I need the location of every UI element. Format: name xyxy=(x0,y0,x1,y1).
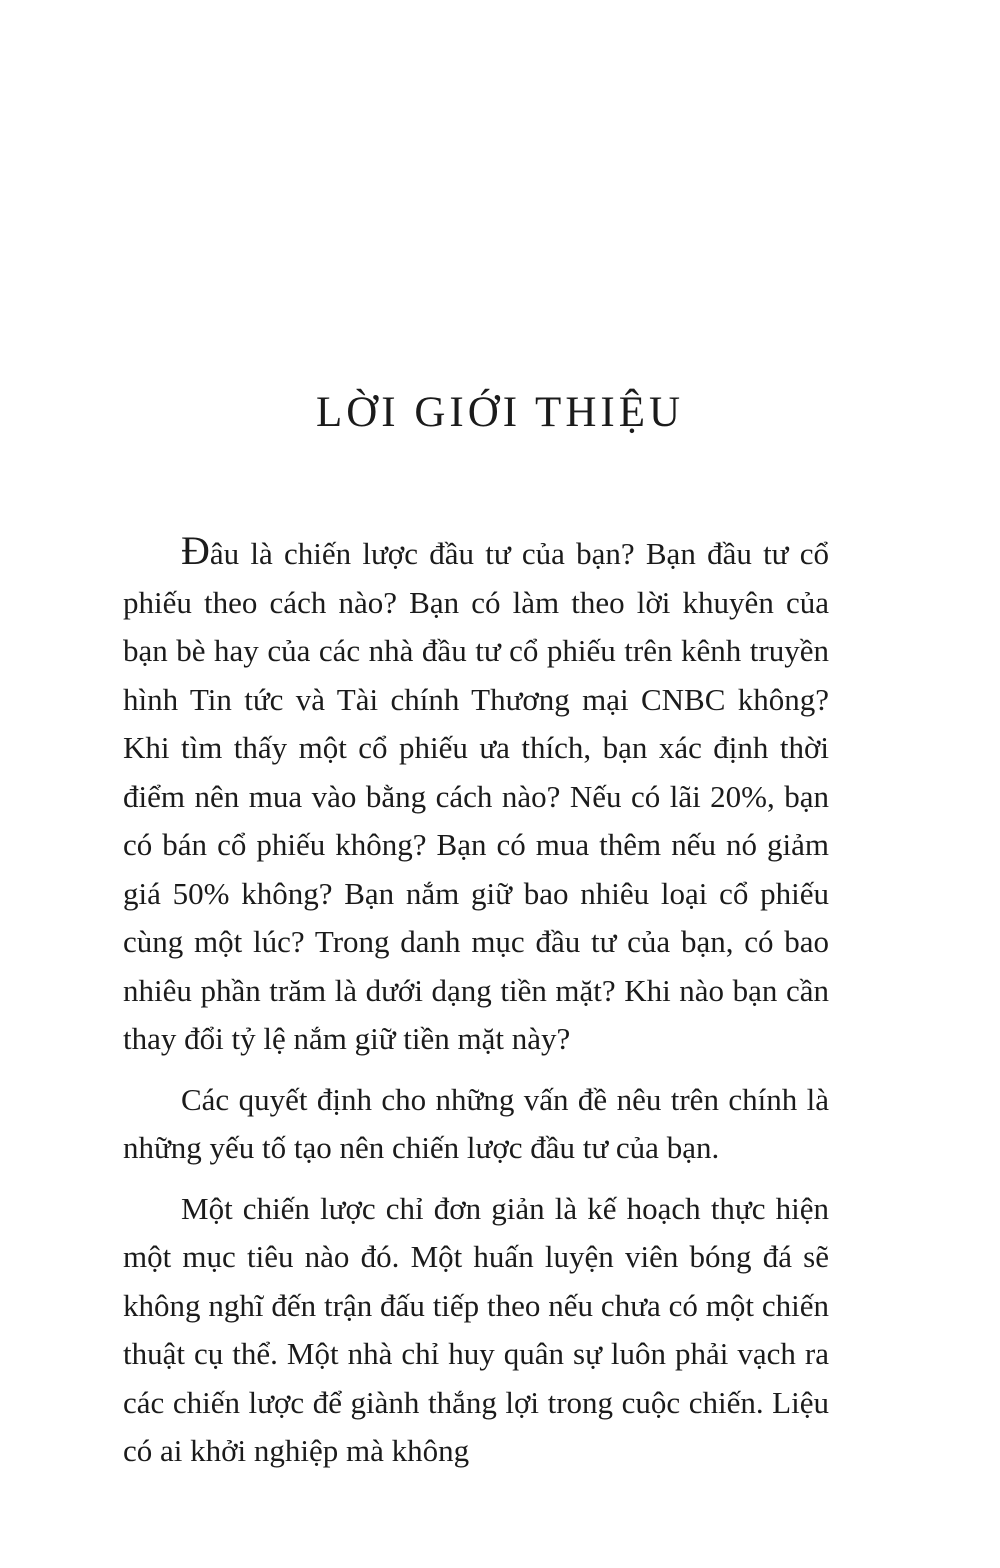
chapter-title: LỜI GIỚI THIỆU xyxy=(315,389,685,436)
paragraph-1-text: âu là chiến lược đầu tư của bạn? Bạn đầu tư cổ phiếu theo cách nào? Bạn có làm theo lời khuyên của bạn bè hay của các nhà đầu tư cổ phiếu trên kênh truyền hình Tin tức và Tài chính Thương mại CNBC không? Khi tìm thấy một cổ phiếu ưa thích, bạn xác định thời điểm nên mua vào bằng cách nào? Nếu có lãi 20%, bạn có bán cổ phiếu không? Bạn có mua thêm nếu nó giảm giá 50% không? Bạn nắm giữ bao nhiêu loại cổ phiếu cùng một lúc? Trong danh mục đầu tư của bạn, có bao nhiêu phần trăm là dưới dạng tiền mặt? Khi nào bạn cần thay đổi tỷ lệ nắm giữ tiền mặt này? xyxy=(123,536,829,1056)
paragraph-2: Các quyết định cho những vấn đề nêu trên chính là những yếu tố tạo nên chiến lược đầu tư của bạn. xyxy=(123,1081,829,1165)
paragraph-1 xyxy=(123,530,829,1064)
first-letter: Đ xyxy=(181,528,210,573)
paragraph-3: Một chiến lược chỉ đơn giản là kế hoạch thực hiện một mục tiêu nào đó. Một huấn luyện viên bóng đá sẽ không nghĩ đến trận đấu tiếp theo nếu chưa có một chiến thuật cụ thể. Một nhà chỉ huy quân sự luôn phải vạch ra các chiến lược để giành thắng lợi trong cuộc chiến. Liệu có ai khởi nghiệp mà không xyxy=(123,1190,829,1468)
body-text xyxy=(123,530,829,1476)
